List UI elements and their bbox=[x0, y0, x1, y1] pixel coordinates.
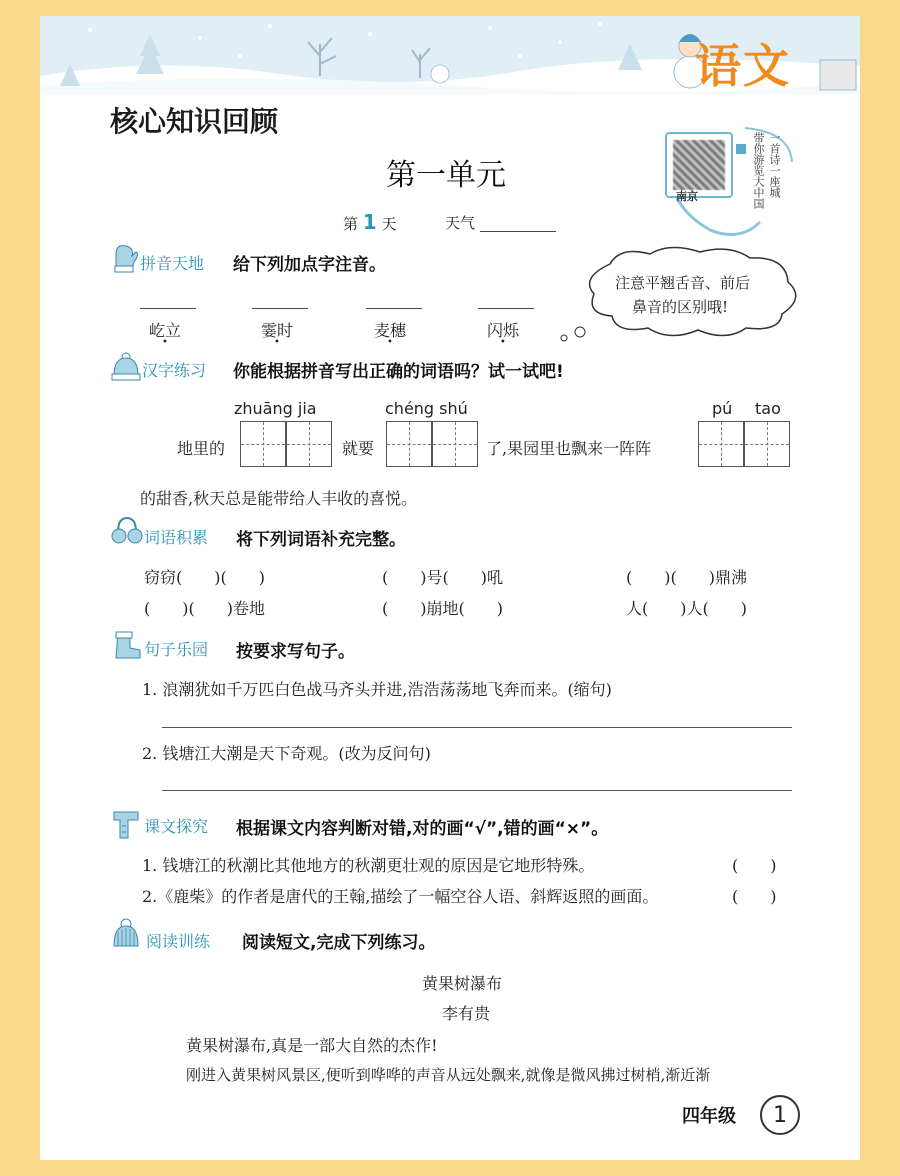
write-box-cheng[interactable] bbox=[386, 421, 432, 467]
pinyin-zhuangjia: zhuāng jia bbox=[234, 399, 317, 418]
mitten-icon bbox=[110, 242, 140, 274]
write-box-tao[interactable] bbox=[744, 421, 790, 467]
sentence-continuation: 的甜香,秋天总是能带给人丰收的喜悦。 bbox=[140, 489, 418, 508]
section-heading: 核心知识回顾 bbox=[110, 105, 279, 138]
boot-icon bbox=[110, 628, 144, 660]
pinyin-blank-3[interactable] bbox=[366, 308, 422, 309]
pinyin-word-3: 麦穗 bbox=[374, 321, 407, 340]
pinyin-word-2: 霎时 bbox=[261, 321, 294, 340]
pinyin-chengshu: chéng shú bbox=[385, 399, 468, 418]
passage-paragraph-2: 刚进入黄果树风景区,便听到哗哗的声音从远处飘来,就像是微风拂过树梢,渐近渐 bbox=[186, 1066, 711, 1084]
sentence-part-2: 就要 bbox=[342, 439, 375, 458]
pinyin-word-4: 闪烁 bbox=[487, 321, 520, 340]
kewen-item-1: 1. 钱塘江的秋潮比其他地方的秋潮更壮观的原因是它地形特殊。 bbox=[142, 856, 595, 875]
earmuffs-icon bbox=[110, 516, 144, 546]
qr-city-label: 南京 bbox=[676, 190, 698, 203]
scarf-icon bbox=[110, 806, 144, 840]
passage-paragraph-1: 黄果树瀑布,真是一部大自然的杰作! bbox=[186, 1036, 438, 1055]
write-box-pu[interactable] bbox=[698, 421, 744, 467]
hanzi-section-title: 汉字练习 bbox=[142, 361, 207, 380]
qr-slogan-col1: 一首诗一座城 bbox=[768, 132, 781, 198]
juzi-section-title: 句子乐园 bbox=[144, 640, 209, 659]
ciyu-item-2-2: ( )崩地( ) bbox=[382, 599, 503, 618]
yuedu-section-title: 阅读训练 bbox=[146, 932, 211, 951]
yuedu-instruction: 阅读短文,完成下列练习。 bbox=[242, 933, 436, 953]
knit-hat-icon bbox=[110, 352, 142, 382]
unit-title: 第一单元 bbox=[386, 158, 506, 193]
judge-bracket-1[interactable]: ( ) bbox=[732, 856, 777, 875]
pinyin-instruction: 给下列加点字注音。 bbox=[233, 255, 386, 275]
pinyin-word-1: 屹立 bbox=[149, 321, 182, 340]
sentence-part-1: 地里的 bbox=[177, 439, 226, 458]
passage-title: 黄果树瀑布 bbox=[422, 974, 503, 993]
grade-label: 四年级 bbox=[682, 1106, 736, 1127]
ciyu-item-1-1: 窃窃( )( ) bbox=[144, 568, 265, 587]
ciyu-instruction: 将下列词语补充完整。 bbox=[236, 530, 406, 550]
ciyu-item-1-3: ( )( )鼎沸 bbox=[626, 568, 747, 587]
write-box-shu[interactable] bbox=[432, 421, 478, 467]
ciyu-section-title: 词语积累 bbox=[144, 528, 209, 547]
kewen-section-title: 课文探究 bbox=[144, 817, 209, 836]
write-box-jia[interactable] bbox=[286, 421, 332, 467]
weather-blank[interactable] bbox=[480, 231, 556, 232]
write-box-zhuang[interactable] bbox=[240, 421, 286, 467]
pinyin-section-title: 拼音天地 bbox=[140, 254, 205, 273]
pinyin-blank-4[interactable] bbox=[478, 308, 534, 309]
answer-line-1[interactable] bbox=[162, 727, 792, 728]
sentence-part-3: 了,果园里也飘来一阵阵 bbox=[486, 439, 652, 458]
worksheet-page bbox=[40, 16, 860, 1160]
answer-line-2[interactable] bbox=[162, 790, 792, 791]
juzi-instruction: 按要求写句子。 bbox=[236, 642, 355, 662]
winter-hat-icon bbox=[110, 918, 144, 952]
ciyu-item-2-3: 人( )人( ) bbox=[626, 599, 747, 618]
pinyin-pu: pú bbox=[712, 399, 733, 418]
subject-logo: 语文 bbox=[695, 39, 791, 93]
day-number: 1 bbox=[362, 210, 377, 234]
juzi-item-1: 1. 浪潮犹如千万匹白色战马齐头并进,浩浩荡荡地飞奔而来。(缩句) bbox=[142, 680, 612, 699]
weather-label: 天气 bbox=[445, 214, 476, 232]
winter-banner bbox=[40, 16, 860, 94]
pinyin-blank-1[interactable] bbox=[140, 308, 196, 309]
kewen-instruction: 根据课文内容判断对错,对的画“√”,错的画“×”。 bbox=[236, 819, 609, 839]
bubble-line-1: 注意平翘舌音、前后 bbox=[615, 274, 751, 292]
pinyin-blank-2[interactable] bbox=[252, 308, 308, 309]
judge-bracket-2[interactable]: ( ) bbox=[732, 887, 777, 906]
qr-slogan-col2: 带你游览大中国 bbox=[752, 132, 765, 209]
day-label: 第 1 天 bbox=[343, 210, 397, 234]
juzi-item-2: 2. 钱塘江大潮是天下奇观。(改为反问句) bbox=[142, 744, 431, 763]
page-number: 1 bbox=[760, 1095, 800, 1135]
ciyu-item-2-1: ( )( )卷地 bbox=[144, 599, 265, 618]
kewen-item-2: 2.《鹿柴》的作者是唐代的王翰,描绘了一幅空谷人语、斜辉返照的画面。 bbox=[142, 887, 659, 906]
ciyu-item-1-2: ( )号( )吼 bbox=[382, 568, 503, 587]
passage-author: 李有贵 bbox=[442, 1004, 491, 1023]
hanzi-instruction: 你能根据拼音写出正确的词语吗？试一试吧! bbox=[233, 362, 564, 382]
pinyin-tao: tao bbox=[755, 399, 781, 418]
bubble-line-2: 鼻音的区别哦! bbox=[632, 298, 729, 316]
